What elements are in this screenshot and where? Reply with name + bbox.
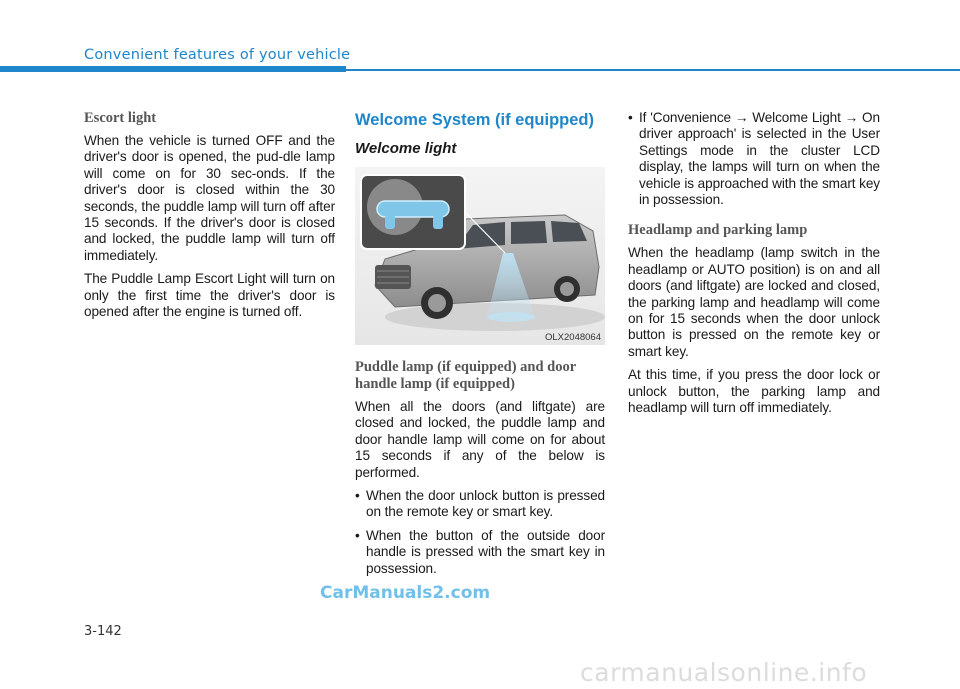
watermark-carmanuals2[interactable]: CarManuals2.com [320,583,491,603]
puddle-lamp-heading: Puddle lamp (if equipped) and door handle lamp (if equipped) [355,359,576,392]
welcome-system-title: Welcome System (if equipped) [355,111,594,129]
section-header-title: Convenient features of your vehicle [84,47,351,63]
column-right [628,110,880,424]
list-item: • When the button of the outside door handle is pressed with the smart key in possession. [355,528,605,577]
column-middle [355,110,605,584]
header-bar-thin [346,69,960,71]
headlamp-paragraph-1: When the headlamp (lamp switch in the headlamp or AUTO position) is on and all doors (and liftgate) are locked and closed, the parking lamp and headlamp will come on for 15 seconds when the door unlock button is pressed on the remote key or smart key. [628,245,880,359]
headlamp-paragraph-2: At this time, if you press the door lock or unlock button, the parking lamp and headlamp will turn off immediately. [628,367,880,416]
figure-caption: OLX2048064 [545,332,601,343]
suv-illustration [355,167,605,345]
header-bar-thick [0,66,346,72]
welcome-light-setting-list [628,110,880,208]
escort-light-paragraph-1: When the vehicle is turned OFF and the driver's door is opened, the pud-dle lamp will come on for 30 sec-onds. If the driver's door is closed within the 30 seconds, the puddle lamp will turn off after 15 seconds. If the driver's door is closed and locked, the puddle lamp will turn off immediately. [84,133,335,263]
list-item: • If 'Convenience → Welcome Light → On driver approach' is selected in the User Settings mode in the cluster LCD display, the lamps will turn on when the vehicle is approached with the smart key in possession. [628,110,880,208]
list-item: • When the door unlock button is pressed on the remote key or smart key. [355,488,605,521]
watermark-carmanualsonline: carmanualsonline.info [580,658,868,687]
escort-light-paragraph-2: The Puddle Lamp Escort Light will turn on only the first time the driver's door is opened after the engine is turned off. [84,271,335,320]
headlamp-heading: Headlamp and parking lamp [628,222,808,239]
escort-light-heading: Escort light [84,110,157,126]
column-left [84,110,335,327]
puddle-lamp-paragraph: When all the doors (and liftgate) are closed and locked, the puddle lamp and door handle lamp will come on for about 15 seconds if any of the below is performed. [355,399,605,480]
page-number: 3-142 [84,624,122,639]
welcome-light-figure [355,167,605,345]
puddle-lamp-bullet-list [355,488,605,577]
welcome-light-subtitle: Welcome light [355,140,457,157]
